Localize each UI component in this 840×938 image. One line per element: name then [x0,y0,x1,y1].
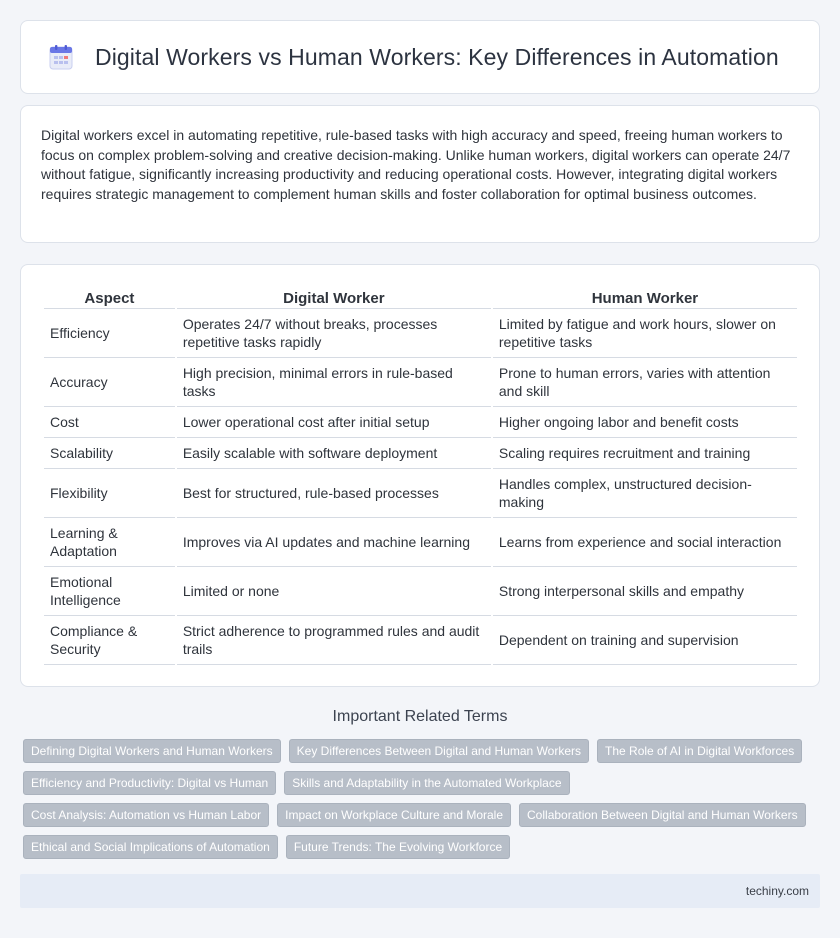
related-term-link[interactable]: The Role of AI in Digital Workforces [597,739,802,763]
related-terms-heading: Important Related Terms [332,708,508,725]
related-term-link[interactable]: Future Trends: The Evolving Workforce [286,835,510,859]
row-aspect: Emotional Intelligence [44,567,175,616]
intro-card [20,105,820,243]
related-terms-list [23,739,823,859]
row-human: Scaling requires recruitment and training [493,438,797,469]
row-aspect: Flexibility [44,469,175,518]
row-aspect: Compliance & Security [44,616,175,665]
related-term-link[interactable]: Cost Analysis: Automation vs Human Labor [23,803,269,827]
table-row [44,407,797,438]
table-row [44,309,797,358]
title-card [20,20,820,94]
row-aspect: Learning & Adaptation [44,518,175,567]
header-digital-worker: Digital Worker [177,285,491,309]
row-digital: Limited or none [177,567,491,616]
table-row [44,358,797,407]
row-human: Prone to human errors, varies with attention and skill [493,358,797,407]
document-calendar-icon [47,43,75,71]
header-human-worker: Human Worker [493,285,797,309]
footer [20,874,820,908]
comparison-table [42,285,799,665]
table-header-row [44,285,797,309]
row-digital: Strict adherence to programmed rules and audit trails [177,616,491,665]
table-row [44,616,797,665]
related-term-link[interactable]: Impact on Workplace Culture and Morale [277,803,511,827]
row-human: Learns from experience and social interaction [493,518,797,567]
header-aspect: Aspect [44,285,175,309]
comparison-table-card [20,264,820,687]
row-digital: Best for structured, rule-based processes [177,469,491,518]
related-term-link[interactable]: Skills and Adaptability in the Automated Workplace [284,771,569,795]
row-human: Handles complex, unstructured decision-making [493,469,797,518]
row-aspect: Cost [44,407,175,438]
row-digital: Improves via AI updates and machine learning [177,518,491,567]
footer-brand-link[interactable]: techiny.com [745,884,809,898]
row-human: Dependent on training and supervision [493,616,797,665]
row-digital: Operates 24/7 without breaks, processes repetitive tasks rapidly [177,309,491,358]
related-term-link[interactable]: Ethical and Social Implications of Automation [23,835,278,859]
related-term-link[interactable]: Efficiency and Productivity: Digital vs Human [23,771,276,795]
row-digital: Easily scalable with software deployment [177,438,491,469]
intro-paragraph: Digital workers excel in automating repetitive, rule-based tasks with high accuracy and speed, freeing human workers to focus on complex problem-solving and creative decision-making. Unlike human workers, digital workers can operate 24/7 without fatigue, significantly increasing productivity and reducing operational costs. However, integrating digital workers requires strategic management to complement human skills and foster collaboration for optimal business outcomes. [41,127,791,202]
row-aspect: Efficiency [44,309,175,358]
related-term-link[interactable]: Key Differences Between Digital and Human Workers [289,739,589,763]
row-human: Limited by fatigue and work hours, slower on repetitive tasks [493,309,797,358]
row-aspect: Accuracy [44,358,175,407]
page-title: Digital Workers vs Human Workers: Key Differences in Automation [95,43,779,70]
related-term-link[interactable]: Collaboration Between Digital and Human Workers [519,803,806,827]
row-human: Higher ongoing labor and benefit costs [493,407,797,438]
related-term-link[interactable]: Defining Digital Workers and Human Workers [23,739,281,763]
table-row [44,518,797,567]
row-digital: High precision, minimal errors in rule-based tasks [177,358,491,407]
table-row [44,438,797,469]
row-aspect: Scalability [44,438,175,469]
row-digital: Lower operational cost after initial setup [177,407,491,438]
table-row [44,469,797,518]
row-human: Strong interpersonal skills and empathy [493,567,797,616]
table-row [44,567,797,616]
